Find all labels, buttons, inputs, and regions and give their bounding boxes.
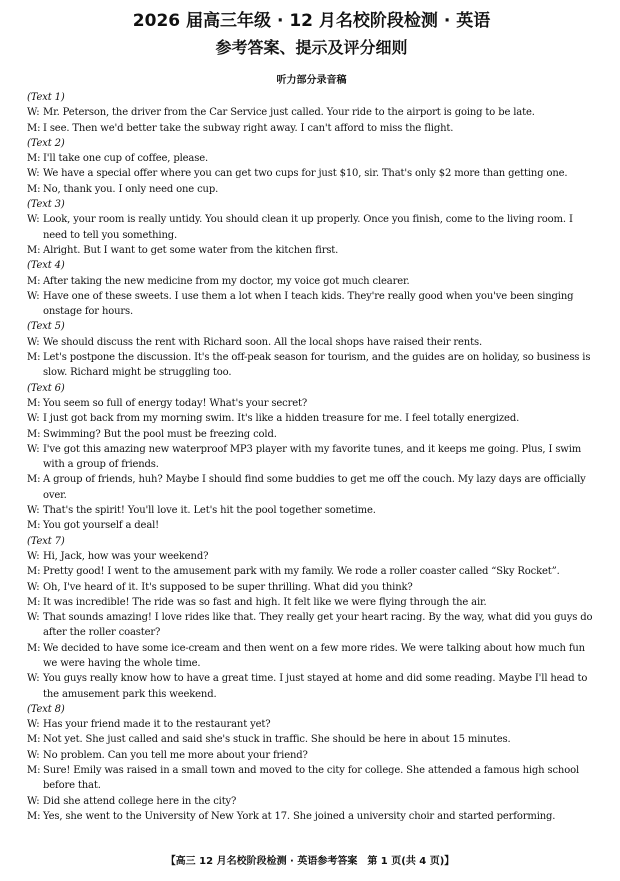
text-block: [27, 197, 596, 258]
text-block: [27, 90, 596, 136]
dialogue-line: [27, 794, 596, 809]
dialogue-text: Let's postpone the discussion. It's the off-peak season for tourism, and the guides are on holiday, so business is slow. Richard might be struggling too.: [43, 352, 591, 379]
document-title: 2026 届高三年级 · 12 月名校阶段检测 · 英语: [132, 11, 491, 31]
dialogue-line: [27, 763, 596, 794]
speaker-label: M:: [27, 122, 41, 134]
dialogue-line: [27, 442, 596, 473]
speaker-label: M:: [27, 520, 41, 532]
dialogue-line: [27, 549, 596, 564]
dialogue-line: [27, 748, 596, 763]
dialogue-line: [27, 166, 596, 181]
dialogue-line: [27, 289, 596, 320]
speaker-label: M:: [27, 183, 41, 195]
text-block: [27, 534, 596, 702]
dialogue-line: [27, 518, 596, 533]
dialogue-text: That sounds amazing! I love rides like that. They really get your heart racing. By the way, what did you guys do after the roller coaster?: [43, 612, 593, 639]
text-label: (Text 1): [27, 92, 65, 103]
dialogue-text: Sure! Emily was raised in a small town and moved to the city for college. She attended a famous high school before that.: [43, 765, 579, 792]
speaker-label: M:: [27, 734, 41, 746]
speaker-label: W:: [27, 336, 40, 348]
dialogue-text: We should discuss the rent with Richard soon. All the local shops have raised their rents.: [43, 336, 482, 348]
dialogue-line: [27, 121, 596, 136]
dialogue-line: [27, 809, 596, 824]
dialogue-text: A group of friends, huh? Maybe I should find some buddies to get me off the couch. My lazy days are officially over.: [43, 474, 586, 501]
dialogue-line: [27, 472, 596, 503]
text-label: (Text 7): [27, 535, 65, 547]
dialogue-text: You got yourself a deal!: [43, 520, 160, 532]
dialogue-line: [27, 350, 596, 381]
speaker-label: W:: [27, 795, 40, 807]
dialogue-text: Has your friend made it to the restaurant yet?: [43, 719, 271, 731]
text-block: [27, 702, 596, 824]
dialogue-text: I see. Then we'd better take the subway right away. I can't afford to miss the flight.: [43, 122, 454, 134]
speaker-label: M:: [27, 397, 41, 409]
text-block: [27, 258, 596, 319]
dialogue-text: Hi, Jack, how was your weekend?: [43, 550, 209, 562]
dialogue-text: We decided to have some ice-cream and then went on a few more rides. We were talking about how much fun we were having the whole time.: [43, 642, 585, 669]
text-label: (Text 8): [27, 703, 65, 715]
dialogue-text: Pretty good! I went to the amusement park with my family. We rode a roller coaster called “Sky Rocket”.: [43, 566, 560, 578]
text-label: (Text 2): [27, 137, 65, 149]
speaker-label: W:: [27, 612, 40, 624]
dialogue-line: [27, 335, 596, 350]
dialogue-line: [27, 595, 596, 610]
speaker-label: W:: [27, 443, 40, 455]
dialogue-text: It was incredible! The ride was so fast and high. It felt like we were flying through the air.: [43, 596, 487, 608]
speaker-label: W:: [27, 673, 40, 685]
dialogue-text: Not yet. She just called and said she's stuck in traffic. She should be here in about 15 minutes.: [43, 734, 511, 746]
speaker-label: W:: [27, 214, 40, 226]
speaker-label: W:: [27, 719, 40, 731]
dialogue-text: Have one of these sweets. I use them a lot when I teach kids. They're really good when you've been singing onstage for hours.: [43, 290, 574, 318]
dialogue-text: Yes, she went to the University of New York at 17. She joined a university choir and started performing.: [43, 810, 556, 822]
dialogue-line: [27, 212, 596, 243]
speaker-label: M:: [27, 474, 41, 486]
dialogue-line: [27, 671, 596, 702]
dialogue-line: [27, 396, 596, 411]
speaker-label: W:: [27, 749, 40, 761]
text-block: [27, 319, 596, 380]
speaker-label: W:: [27, 107, 40, 119]
text-label: (Text 6): [27, 382, 65, 394]
speaker-label: M:: [27, 244, 41, 256]
dialogue-line: [27, 732, 596, 747]
dialogue-line: [27, 580, 596, 595]
dialogue-line: [27, 243, 596, 258]
dialogue-line: [27, 274, 596, 289]
dialogue-text: Oh, I've heard of it. It's supposed to be super thrilling. What did you think?: [43, 581, 413, 593]
dialogue-text: I'll take one cup of coffee, please.: [43, 153, 209, 165]
dialogue-text: After taking the new medicine from my doctor, my voice got much clearer.: [43, 275, 410, 287]
dialogue-text: Alright. But I want to get some water from the kitchen first.: [43, 244, 339, 256]
dialogue-line: [27, 610, 596, 641]
dialogue-text: No problem. Can you tell me more about your friend?: [43, 749, 308, 761]
speaker-label: M:: [27, 596, 41, 608]
dialogue-text: I just got back from my morning swim. It's like a hidden treasure for me. I feel totally energized.: [43, 413, 520, 425]
speaker-label: M:: [27, 275, 41, 287]
text-label: (Text 4): [27, 260, 65, 272]
transcript-content: [27, 90, 596, 824]
speaker-label: M:: [27, 765, 41, 777]
dialogue-line: [27, 717, 596, 732]
dialogue-line: [27, 503, 596, 518]
dialogue-text: Look, your room is really untidy. You should clean it up properly. Once you finish, come to the living room. I need to tell you something.: [43, 214, 573, 241]
dialogue-text: Swimming? But the pool must be freezing cold.: [43, 428, 277, 440]
speaker-label: W:: [27, 550, 40, 562]
speaker-label: M:: [27, 810, 41, 822]
dialogue-line: [27, 182, 596, 197]
dialogue-text: No, thank you. I only need one cup.: [43, 183, 219, 195]
speaker-label: W:: [27, 413, 40, 425]
dialogue-text: Did she attend college here in the city?: [43, 795, 237, 807]
speaker-label: M:: [27, 352, 41, 364]
dialogue-text: That's the spirit! You'll love it. Let's hit the pool together sometime.: [43, 505, 376, 517]
speaker-label: M:: [27, 642, 41, 654]
dialogue-text: We have a special offer where you can get two cups for just $10, sir. That's only $2 more than getting one.: [43, 168, 568, 180]
dialogue-line: [27, 151, 596, 166]
speaker-label: W:: [27, 505, 40, 517]
text-label: (Text 5): [27, 321, 65, 333]
text-label: (Text 3): [27, 199, 65, 211]
dialogue-text: Mr. Peterson, the driver from the Car Service just called. Your ride to the airport is going to be late.: [43, 107, 535, 119]
document-subtitle: 参考答案、提示及评分细则: [215, 38, 408, 57]
section-title: 听力部分录音稿: [276, 75, 347, 86]
speaker-label: M:: [27, 153, 41, 165]
page-footer: 【高三 12 月名校阶段检测 · 英语参考答案 第 1 页(共 4 页)】: [165, 856, 455, 867]
speaker-label: W:: [27, 290, 40, 302]
speaker-label: W:: [27, 581, 40, 593]
dialogue-line: [27, 105, 596, 120]
speaker-label: M:: [27, 428, 41, 440]
text-block: [27, 136, 596, 197]
text-block: [27, 381, 596, 534]
dialogue-line: [27, 427, 596, 442]
dialogue-line: [27, 411, 596, 426]
speaker-label: M:: [27, 566, 41, 578]
dialogue-text: You guys really know how to have a great time. I just stayed at home and did some reading. Maybe I'll head to the amusement park this weekend.: [43, 673, 588, 700]
dialogue-text: You seem so full of energy today! What's your secret?: [43, 397, 308, 409]
dialogue-text: I've got this amazing new waterproof MP3 player with my favorite tunes, and it keeps me going. Plus, I swim with a group of friends.: [43, 443, 582, 471]
dialogue-line: [27, 641, 596, 672]
dialogue-line: [27, 564, 596, 579]
speaker-label: W:: [27, 168, 40, 180]
